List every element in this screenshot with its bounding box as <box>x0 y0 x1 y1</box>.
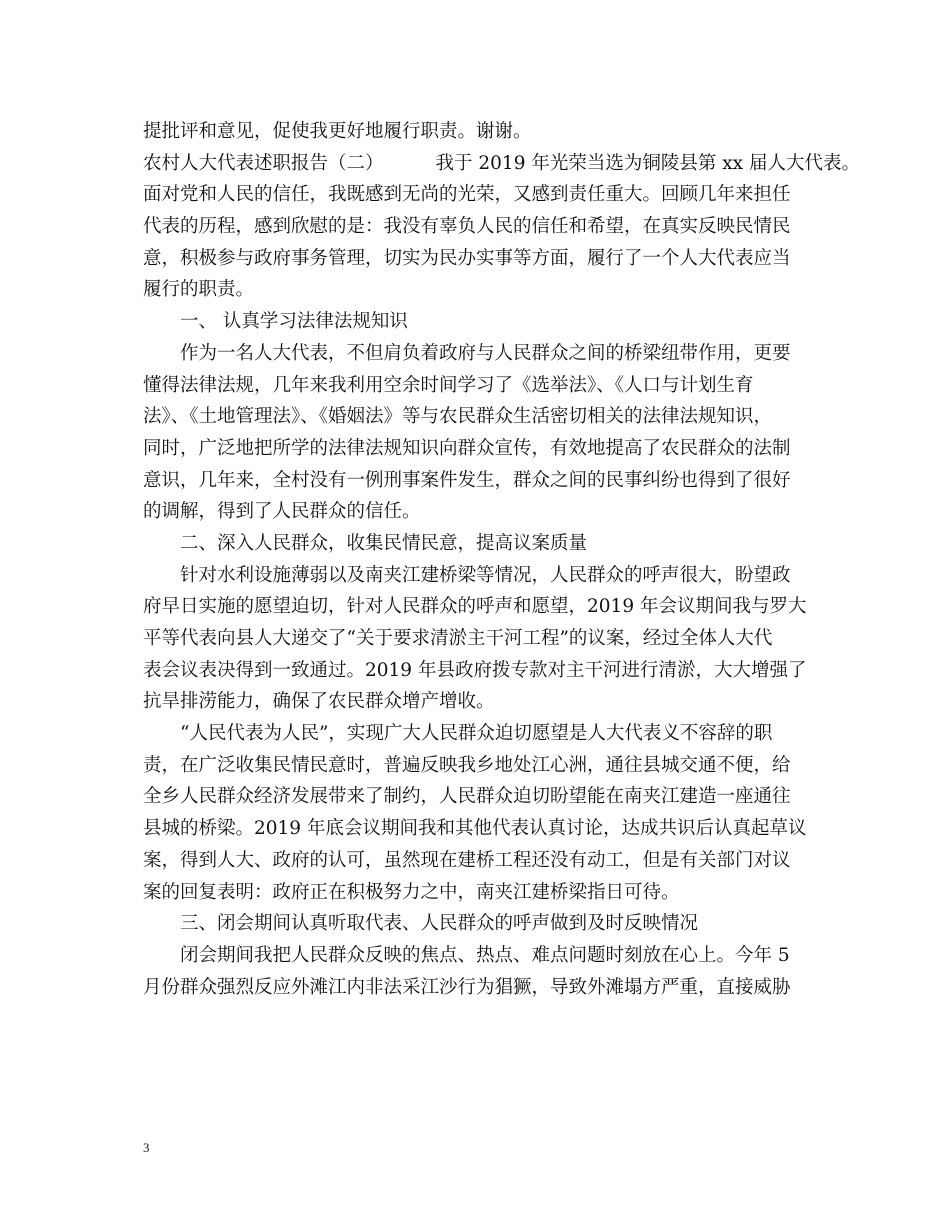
text-line: 法》、《土地管理法》、《婚姻法》等与农民群众生活密切相关的法律法规知识， <box>143 406 773 428</box>
text-line: 懂得法律法规，几年来我利用空余时间学习了《选举法》、《人口与计划生育 <box>143 374 754 396</box>
text-line: 责，在广泛收集民情民意时，普遍反映我乡地处江心洲，通往县城交通不便，给 <box>143 754 791 776</box>
text-line: 意识，几年来，全村没有一例刑事案件发生，群众之间的民事纠纷也得到了很好 <box>143 469 791 491</box>
text-line: 同时，广泛地把所学的法律法规知识向群众宣传，有效地提高了农民群众的法制 <box>143 437 791 459</box>
text-line: 作为一名人大代表，不但肩负着政府与人民群众之间的桥梁纽带作用，更要 <box>180 342 791 364</box>
text-line: 的调解，得到了人民群众的信任。 <box>143 501 421 523</box>
text-line: 代表的历程，感到欣慰的是：我没有辜负人民的信任和希望，在真实反映民情民 <box>143 216 791 238</box>
text-line: 平等代表向县人大递交了“关于要求清淤主干河工程”的议案，经过全体人大代 <box>143 628 773 649</box>
text-line: 抗旱排涝能力，确保了农民群众增产增收。 <box>143 691 495 713</box>
report-title-line <box>143 148 860 180</box>
section-heading: 一、 认真学习法律法规知识 <box>180 311 408 333</box>
section-heading: 二、深入人民群众，收集民情民意，提高议案质量 <box>180 532 588 554</box>
text-line: “人民代表为人民”，实现广大人民群众迫切愿望是人大代表义不容辞的职 <box>180 723 773 745</box>
text-line: 表会议表决得到一致通过。2019 年县政府拨专款对主干河进行清淤，大大增强了 <box>143 659 807 681</box>
text-line: 闭会期间我把人民群众反映的焦点、热点、难点问题时刻放在心上。今年 5 <box>180 944 790 966</box>
text-line: 意，积极参与政府事务管理，切实为民办实事等方面，履行了一个人大代表应当 <box>143 247 791 269</box>
section-heading: 三、闭会期间认真听取代表、人民群众的呼声做到及时反映情况 <box>180 913 699 935</box>
text-line: 案，得到人大、政府的认可，虽然现在建桥工程还没有动工，但是有关部门对议 <box>143 849 791 871</box>
text-line: 面对党和人民的信任，我既感到无尚的光荣，又感到责任重大。回顾几年来担任 <box>143 184 791 206</box>
text-line: 月份群众强烈反应外滩江内非法采江沙行为猖獗，导致外滩塌方严重，直接威胁 <box>143 976 791 998</box>
text-line: 履行的职责。 <box>143 279 255 301</box>
text-line: 我于 2019 年光荣当选为铜陵县第 xx 届人大代表。 <box>435 152 860 174</box>
text-line: 府早日实施的愿望迫切，针对人民群众的呼声和愿望，2019 年会议期间我与罗大 <box>143 596 807 618</box>
page-number: 3 <box>143 1140 150 1155</box>
document-body <box>143 116 860 1003</box>
text-line: 针对水利设施薄弱以及南夹江建桥梁等情况，人民群众的呼声很大，盼望政 <box>180 564 791 586</box>
text-line: 县城的桥梁。2019 年底会议期间我和其他代表认真讨论，达成共识后认真起草议 <box>143 818 807 840</box>
text-line: 全乡人民群众经济发展带来了制约，人民群众迫切盼望能在南夹江建造一座通往 <box>143 786 791 808</box>
text-line: 案的回复表明：政府正在积极努力之中，南夹江建桥梁指日可待。 <box>143 881 680 903</box>
report-title: 农村人大代表述职报告（二） <box>143 152 384 174</box>
text-line: 提批评和意见，促使我更好地履行职责。谢谢。 <box>143 121 532 142</box>
